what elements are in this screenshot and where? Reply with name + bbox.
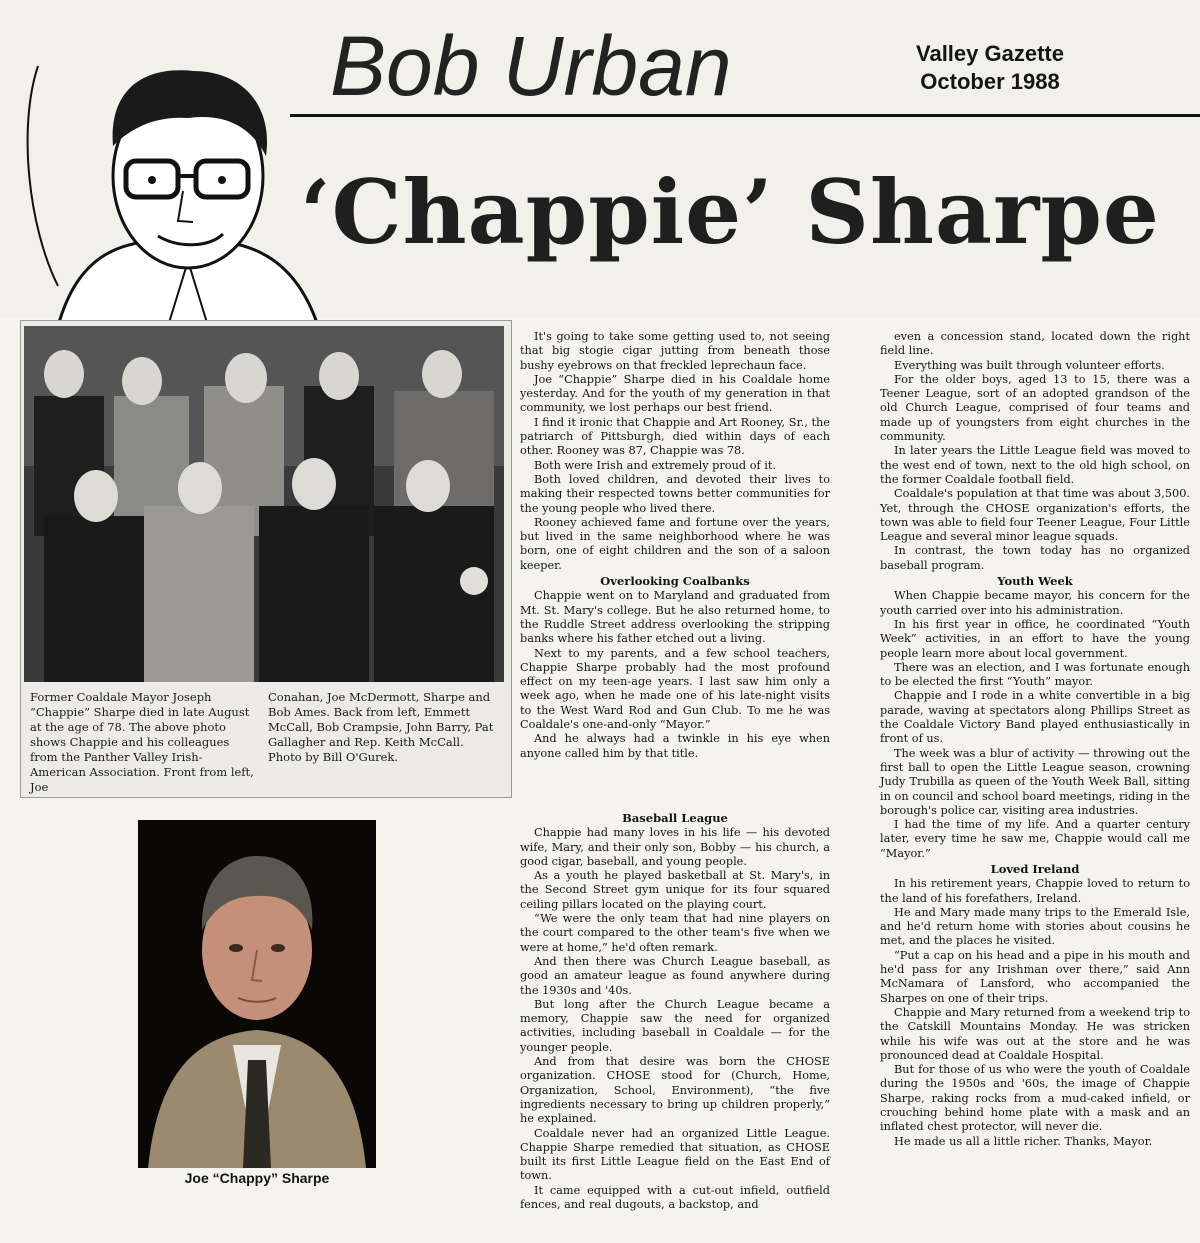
paragraph: Chappie and I rode in a white convertible in a big parade, waving at spectators along Phillips Street as the Coaldale Victory Band played enthusiastically in front of us. xyxy=(880,689,1190,746)
columnist-sketch xyxy=(18,26,338,326)
article-column-1 xyxy=(520,330,830,761)
paragraph: For the older boys, aged 13 to 15, there was a Teener League, sort of an adopted grandson of the old Church League, comprised of four teams and made up of youngsters from eight churches in the community. xyxy=(880,372,1190,444)
paragraph: Next to my parents, and a few school teachers, Chappie Sharpe probably had the most profound effect on my teen-age years. I last saw him only a week ago, when he made one of his late-night visits to the West Ward Rod and Gun Club. To me he was Coaldale's one-and-only “Mayor.” xyxy=(520,646,830,732)
masthead-rule xyxy=(290,114,1200,117)
paragraph: even a concession stand, located down the right field line. xyxy=(880,330,1190,358)
paragraph: In his retirement years, Chappie loved to return to the land of his forefathers, Ireland. xyxy=(880,877,1190,905)
paragraph: Everything was built through volunteer efforts. xyxy=(894,358,1165,372)
article-column-2 xyxy=(520,810,830,1212)
paragraph: Joe “Chappie” Sharpe died in his Coaldale home yesterday. And for the youth of my generation in that community, we lost perhaps our best friend. xyxy=(520,372,830,415)
paragraph: But long after the Church League became a memory, Chappie saw the need for organized activities, including baseball in Coaldale — for the younger people. xyxy=(520,997,830,1054)
paragraph: And then there was Church League baseball, as good an amateur league as found anywhere during the 1930s and '40s. xyxy=(520,954,830,997)
group-photo-caption-left: Former Coaldale Mayor Joseph “Chappie” Sharpe died in late August at the age of 78. The above photo shows Chappie and his colleagues from the Panther Valley Irish-American Association. Front from left, Joe xyxy=(30,690,254,794)
paragraph: Chappie went on to Maryland and graduated from Mt. St. Mary's college. But he also returned home, to the Ruddle Street address overlooking the stripping banks where his father etched out a living. xyxy=(520,589,830,646)
publication-date: October 1988 xyxy=(920,69,1060,94)
paragraph: He and Mary made many trips to the Emerald Isle, and he'd return home with stories about cousins he met, and the places he visited. xyxy=(880,905,1190,948)
paragraph: It came equipped with a cut-out infield, outfield fences, and real dugouts, a backstop, and xyxy=(520,1183,830,1212)
paragraph: And he always had a twinkle in his eye when anyone called him by that title. xyxy=(520,732,830,760)
paragraph: There was an election, and I was fortunate enough to be elected the first “Youth” mayor. xyxy=(880,660,1190,689)
paragraph: “We were the only team that had nine players on the court compared to the other team's five when we were at home,” he'd often remark. xyxy=(520,912,830,954)
columnist-name: Bob Urban xyxy=(330,19,732,113)
paragraph: Coaldale never had an organized Little League. Chappie Sharpe remedied that situation, as CHOSE built its first Little League field on the East End of town. xyxy=(520,1126,830,1183)
paragraph: Both were Irish and extremely proud of it. xyxy=(534,458,777,472)
paragraph: Coaldale's population at that time was about 3,500. Yet, through the CHOSE organization's efforts, the town was able to field four Teener League, Four Little League and several minor league squads. xyxy=(880,487,1190,544)
group-photo xyxy=(24,326,504,682)
subhead-baseball: Baseball League xyxy=(622,811,728,825)
publication-name: Valley Gazette xyxy=(916,41,1064,66)
paragraph: When Chappie became mayor, his concern for the youth carried over into his administration. xyxy=(880,589,1190,617)
paragraph: Rooney achieved fame and fortune over the years, but lived in the same neighborhood where he was born, one of eight children and the son of a saloon keeper. xyxy=(520,515,830,572)
subhead-loved-ireland: Loved Ireland xyxy=(990,861,1080,876)
paragraph: Chappie had many loves in his life — his devoted wife, Mary, and their only son, Bobby — his church, a good cigar, baseball, and young people. xyxy=(520,826,830,868)
publication-info xyxy=(900,40,1080,96)
paragraph: Chappie and Mary returned from a weekend trip to the Catskill Mountains Monday. He was stricken while his wife was out at the store and he was pronounced dead at Coaldale Hospital. xyxy=(880,1005,1190,1062)
paragraph: But for those of us who were the youth of Coaldale during the 1950s and '60s, the image of Chappie Sharpe, raking rocks from a mud-caked infield, or crouching behind home plate with a mask and an inflated chest protector, will never die. xyxy=(880,1063,1190,1134)
group-photo-caption-right: Conahan, Joe McDermott, Sharpe and Bob Ames. Back from left, Emmett McCall, Bob Crampsie, John Barry, Pat Gallagher and Rep. Keith McCall. Photo by Bill O'Gurek. xyxy=(268,690,494,764)
paragraph: In contrast, the town today has no organized baseball program. xyxy=(880,544,1190,572)
color-portrait xyxy=(138,820,376,1168)
paragraph: I had the time of my life. And a quarter century later, every time he saw me, Chappie would call me “Mayor.” xyxy=(880,818,1190,860)
paragraph: As a youth he played basketball at St. Mary's, in the Second Street gym unique for its four squared ceiling pillars located on the playing court. xyxy=(520,869,830,911)
paragraph: I find it ironic that Chappie and Art Rooney, Sr., the patriarch of Pittsburgh, died within days of each other. Rooney was 87, Chappie was 78. xyxy=(520,415,830,458)
article-column-3 xyxy=(880,330,1190,1149)
headline: ‘Chappie’ Sharpe xyxy=(300,160,1160,264)
paragraph: In later years the Little League field was moved to the west end of town, next to the old high school, on the former Coaldale football field. xyxy=(880,444,1190,486)
color-portrait-image xyxy=(138,820,376,1168)
paragraph: And from that desire was born the CHOSE organization. CHOSE stood for (Church, Home, Organization, School, Environment), “the five ingredients necessary to bring up children properly,” he explained. xyxy=(520,1055,830,1126)
paragraph: Both loved children, and devoted their lives to making their respected towns better communities for the young people who lived there. xyxy=(520,472,830,515)
paragraph: He made us all a little richer. Thanks, Mayor. xyxy=(894,1134,1153,1148)
paragraph: The week was a blur of activity — throwing out the first ball to open the Little League season, crowning Judy Trubilla as queen of the Youth Week Ball, sitting in on council and school board meetings, riding in the borough's police car, visiting area industries. xyxy=(880,746,1190,817)
subhead-youth-week: Youth Week xyxy=(997,574,1073,589)
subhead-overlooking: Overlooking Coalbanks xyxy=(600,574,750,589)
portrait-caption: Joe “Chappy” Sharpe xyxy=(184,1170,330,1186)
paragraph: It's going to take some getting used to, not seeing that big stogie cigar jutting from beneath those bushy eyebrows on that freckled leprechaun face. xyxy=(520,330,830,372)
paragraph: “Put a cap on his head and a pipe in his mouth and he'd pass for any Irishman over there,” said Ann McNamara of Lansford, who accompanied the Sharpes on one of their trips. xyxy=(880,948,1190,1005)
paragraph: In his first year in office, he coordinated “Youth Week” activities, in an effort to have the young people learn more about local government. xyxy=(880,617,1190,660)
